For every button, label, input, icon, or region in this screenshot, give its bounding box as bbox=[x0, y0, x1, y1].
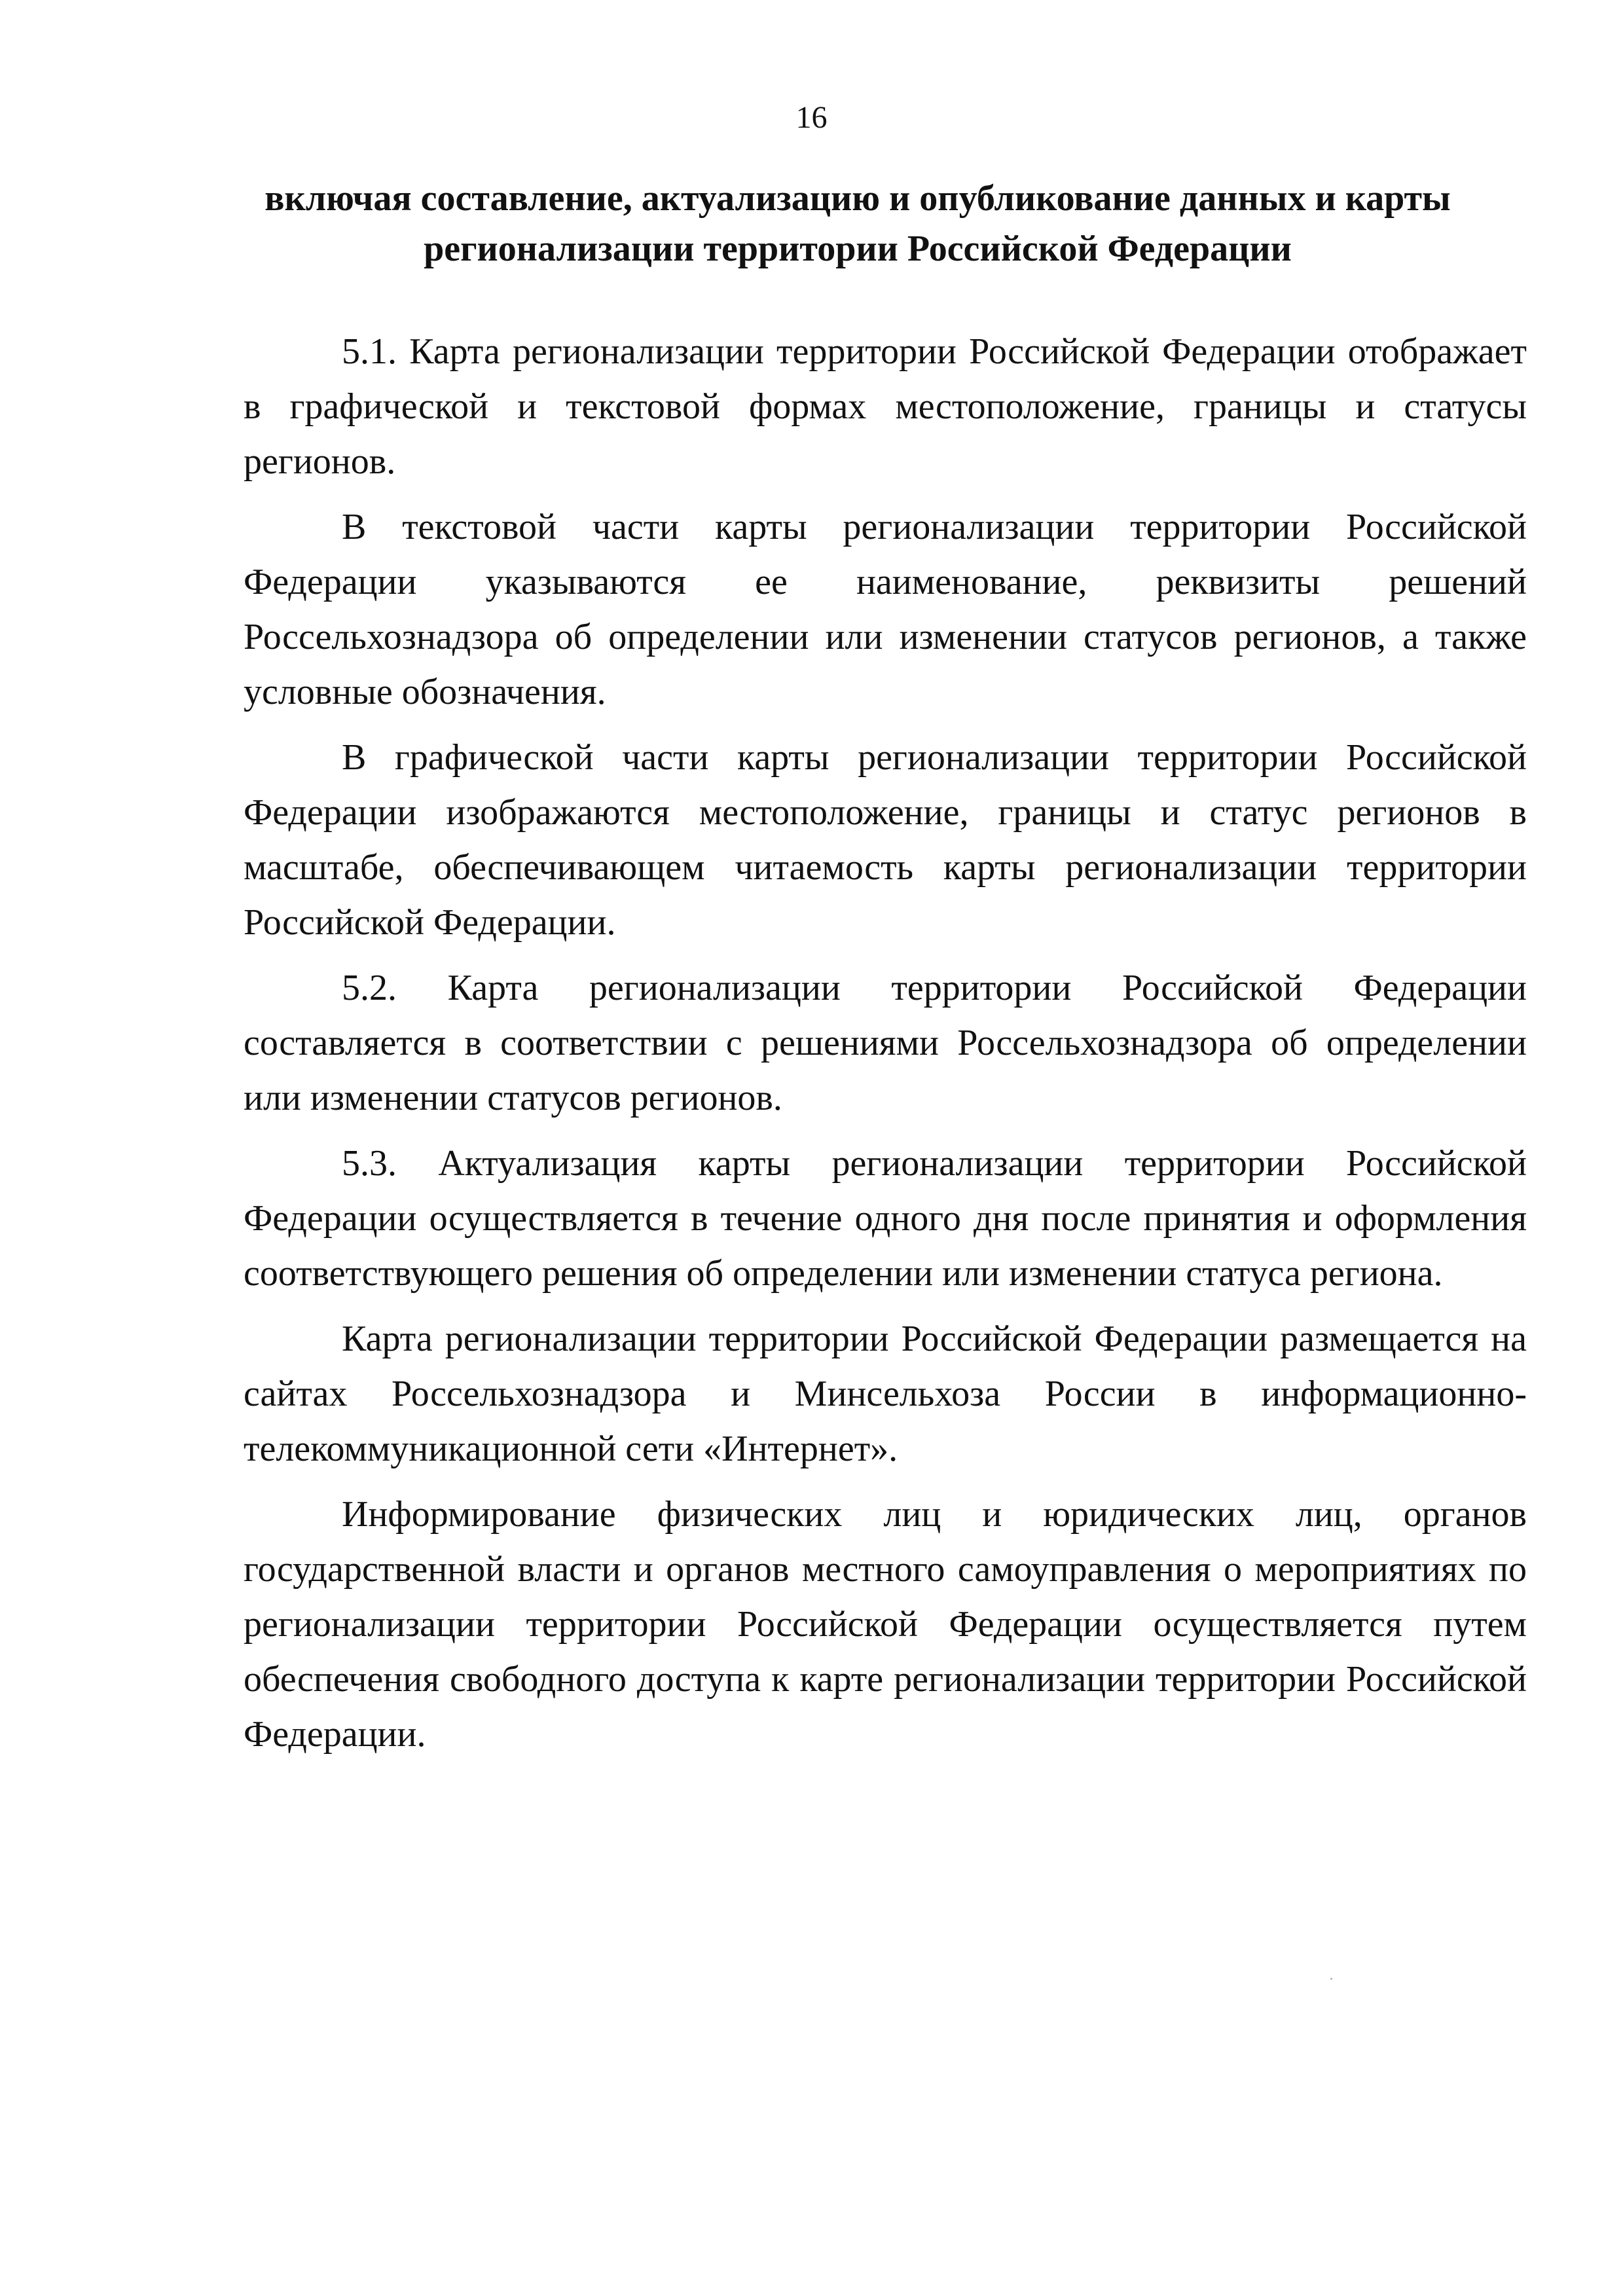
paragraph-informing: Информирование физических лиц и юридических лиц, органов государственной власти и органов местного самоуправления о мероприятиях по регионализации территории Российской Федерации осуществляется путем обеспечения свободного доступа к карте регионализации территории Российской Федерации. bbox=[244, 1494, 1527, 1755]
page-number: 16 bbox=[795, 100, 828, 135]
scan-speck bbox=[1330, 1978, 1332, 1980]
section-heading: включая составление, актуализацию и опубликование данных и карты регионализации территории Российской Федерации bbox=[264, 178, 1451, 269]
paragraph-5-1: 5.1. Карта регионализации территории Российской Федерации отображает в графической и текстовой формах местоположение, границы и статусы регионов. bbox=[244, 331, 1527, 482]
paragraph-publication: Карта регионализации территории Российской Федерации размещается на сайтах Россельхознадзора и Минсельхоза России в информационно-телекоммуникационной сети «Интернет». bbox=[244, 1319, 1527, 1469]
paragraph-5-3: 5.3. Актуализация карты регионализации территории Российской Федерации осуществляется в течение одного дня после принятия и оформления соответствующего решения об определении или изменении статуса региона. bbox=[244, 1143, 1527, 1294]
paragraph-5-2: 5.2. Карта регионализации территории Российской Федерации составляется в соответствии с решениями Россельхознадзора об определении или изменении статусов регионов. bbox=[244, 968, 1527, 1118]
document-body bbox=[244, 324, 1527, 1772]
paragraph-text-part: В текстовой части карты регионализации территории Российской Федерации указываются ее наименование, реквизиты решений Россельхознадзора об определении или изменении статусов регионов, а также условные обозначения. bbox=[244, 507, 1527, 712]
paragraph-graphic-part: В графической части карты регионализации территории Российской Федерации изображаются местоположение, границы и статус регионов в масштабе, обеспечивающем читаемость карты регионализации территории Российской Федерации. bbox=[244, 737, 1527, 943]
